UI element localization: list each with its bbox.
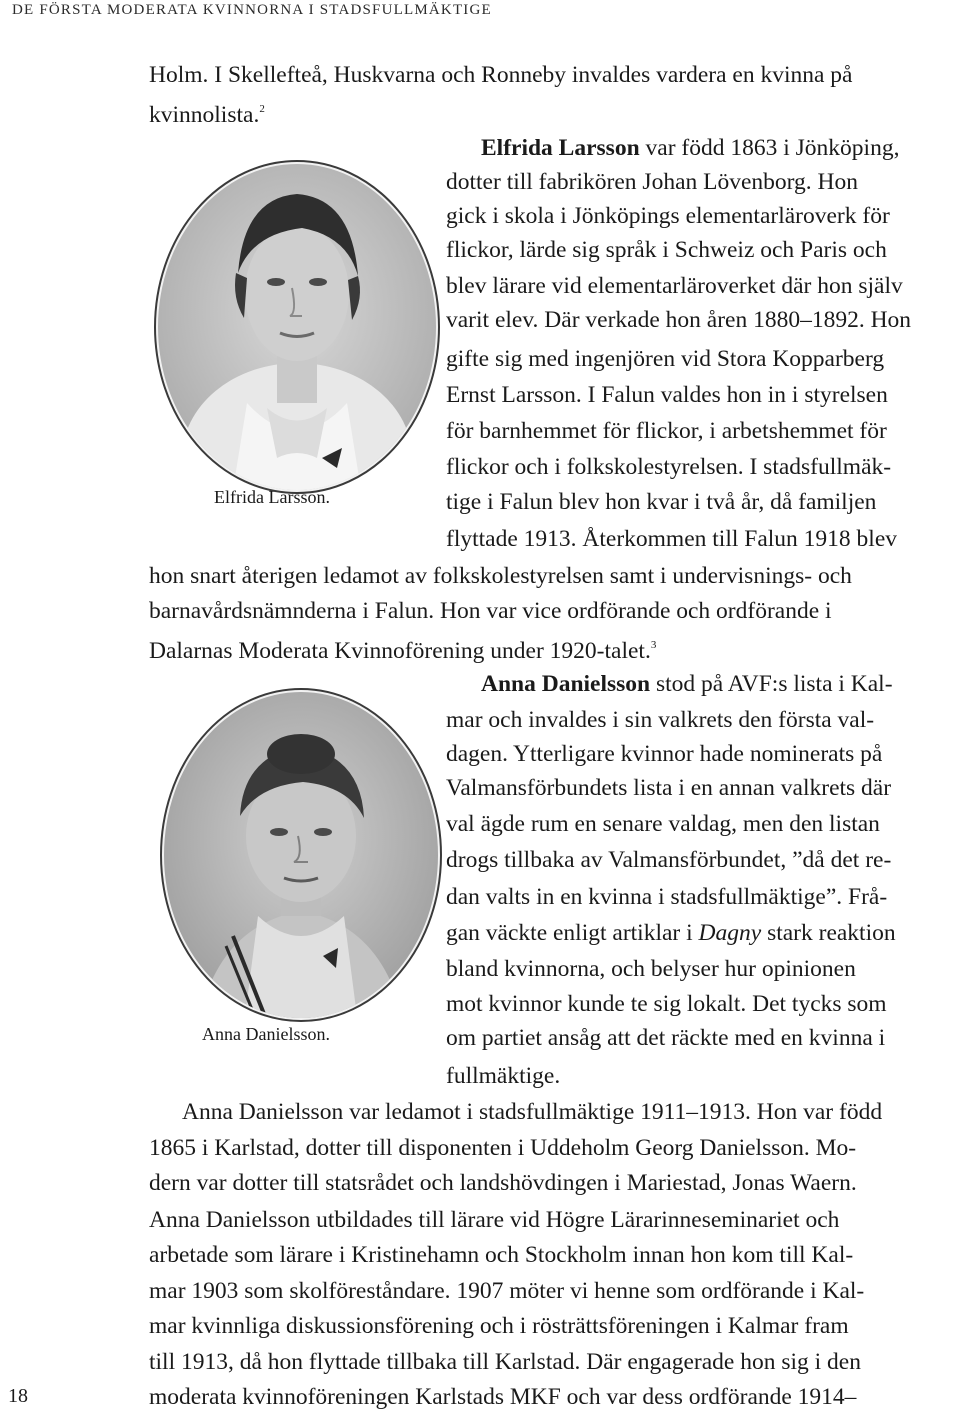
photo-caption: Anna Danielsson.	[202, 1024, 330, 1044]
text-line: dagen. Ytterligare kvinnor hade nominerats på	[446, 741, 883, 767]
text-line: Ernst Larsson. I Falun valdes hon in i styrelsen	[446, 382, 888, 408]
text-span: stark reaktion	[761, 920, 896, 946]
text-line: gick i skola i Jönköpings elementarläroverk för	[446, 203, 890, 229]
photo-caption: Elfrida Larsson.	[214, 487, 330, 507]
text-line: Anna Danielsson utbildades till lärare vid Högre Lärarinneseminariet och	[149, 1207, 840, 1233]
person-name: Elfrida Larsson	[481, 135, 640, 161]
text-line: gifte sig med ingenjören vid Stora Kopparberg	[446, 346, 885, 372]
text-line: flickor, lärde sig språk i Schweiz och Paris och	[446, 237, 887, 263]
text-line: moderata kvinnoföreningen Karlstads MKF och var dess ordförande 1914–	[149, 1384, 857, 1410]
periodical-title: Dagny	[698, 920, 762, 946]
text-line: till 1913, då hon flyttade tillbaka till Karlstad. Där engagerade hon sig i den	[149, 1349, 861, 1375]
running-header: DE FÖRSTA MODERATA KVINNORNA I STADSFULLMÄKTIGE	[12, 2, 492, 18]
footnote-marker: 2	[259, 103, 265, 115]
text-line: dan valts in en kvinna i stadsfullmäktige”. Frå-	[446, 884, 888, 910]
text-line: mar 1903 som skolföreståndare. 1907 möter vi henne som ordförande i Kal-	[149, 1278, 865, 1304]
text-line: hon snart återigen ledamot av folkskolestyrelsen samt i undervisnings- och	[149, 563, 852, 589]
text-line: arbetade som lärare i Kristinehamn och Stockholm innan hon kom till Kal-	[149, 1242, 854, 1268]
text-line: bland kvinnorna, och belyser hur opinionen	[446, 956, 856, 982]
text-line: mar kvinnliga diskussionsförening och i rösträttsföreningen i Kalmar fram	[149, 1313, 849, 1339]
text-line: val ägde rum en senare valdag, men den listan	[446, 811, 880, 837]
text-line: Valmansförbundets lista i en annan valkrets där	[446, 775, 892, 801]
text-line: för barnhemmet för flickor, i arbetshemmet för	[446, 418, 887, 444]
text-line: Holm. I Skellefteå, Huskvarna och Ronneby invaldes vardera en kvinna på	[149, 62, 853, 88]
text-line: tige i Falun blev hon kvar i två år, då familjen	[446, 489, 877, 515]
text-line: varit elev. Där verkade hon åren 1880–1892. Hon	[446, 307, 912, 333]
text-span: kvinnolista.	[149, 102, 260, 128]
text-span: gan väckte enligt artiklar i	[446, 920, 699, 946]
text-line: mar och invaldes i sin valkrets den första val-	[446, 707, 875, 733]
text-line: mot kvinnor kunde te sig lokalt. Det tycks som	[446, 991, 887, 1017]
text-line	[446, 916, 896, 950]
text-line	[149, 628, 656, 668]
text-line: dotter till fabrikören Johan Lövenborg. Hon	[446, 169, 859, 195]
portrait-elfrida-larsson	[152, 158, 442, 496]
text-span: stod på AVF:s lista i Kal-	[650, 671, 893, 697]
text-line: 1865 i Karlstad, dotter till disponenten i Uddeholm Georg Danielsson. Mo-	[149, 1135, 857, 1161]
footnote-marker: 3	[650, 639, 657, 651]
text-line: barnavårdsnämnderna i Falun. Hon var vice ordförande och ordförande i	[149, 598, 832, 624]
text-line: drogs tillbaka av Valmansförbundet, ”då det re-	[446, 847, 892, 873]
text-line: blev lärare vid elementarläroverket där hon själv	[446, 273, 903, 299]
text-line: om partiet ansåg att det räckte med en kvinna i	[446, 1025, 886, 1051]
text-line	[149, 92, 265, 132]
text-span: Dalarnas Moderata Kvinnoförening under 1920-talet.	[149, 638, 651, 664]
text-line: flyttade 1913. Återkommen till Falun 1918 blev	[446, 526, 897, 552]
text-line	[481, 131, 899, 165]
person-name: Anna Danielsson	[481, 671, 651, 697]
page-number: 18	[8, 1385, 28, 1407]
text-line: flickor och i folkskolestyrelsen. I stadsfullmäk-	[446, 454, 892, 480]
text-line	[481, 667, 893, 701]
text-line: dern var dotter till statsrådet och landshövdingen i Mariestad, Jonas Waern.	[149, 1170, 857, 1196]
text-span: var född 1863 i Jönköping,	[639, 135, 900, 161]
portrait-anna-danielsson	[158, 686, 444, 1024]
text-line: fullmäktige.	[446, 1063, 561, 1089]
text-line: Anna Danielsson var ledamot i stadsfullmäktige 1911–1913. Hon var född	[182, 1099, 883, 1125]
